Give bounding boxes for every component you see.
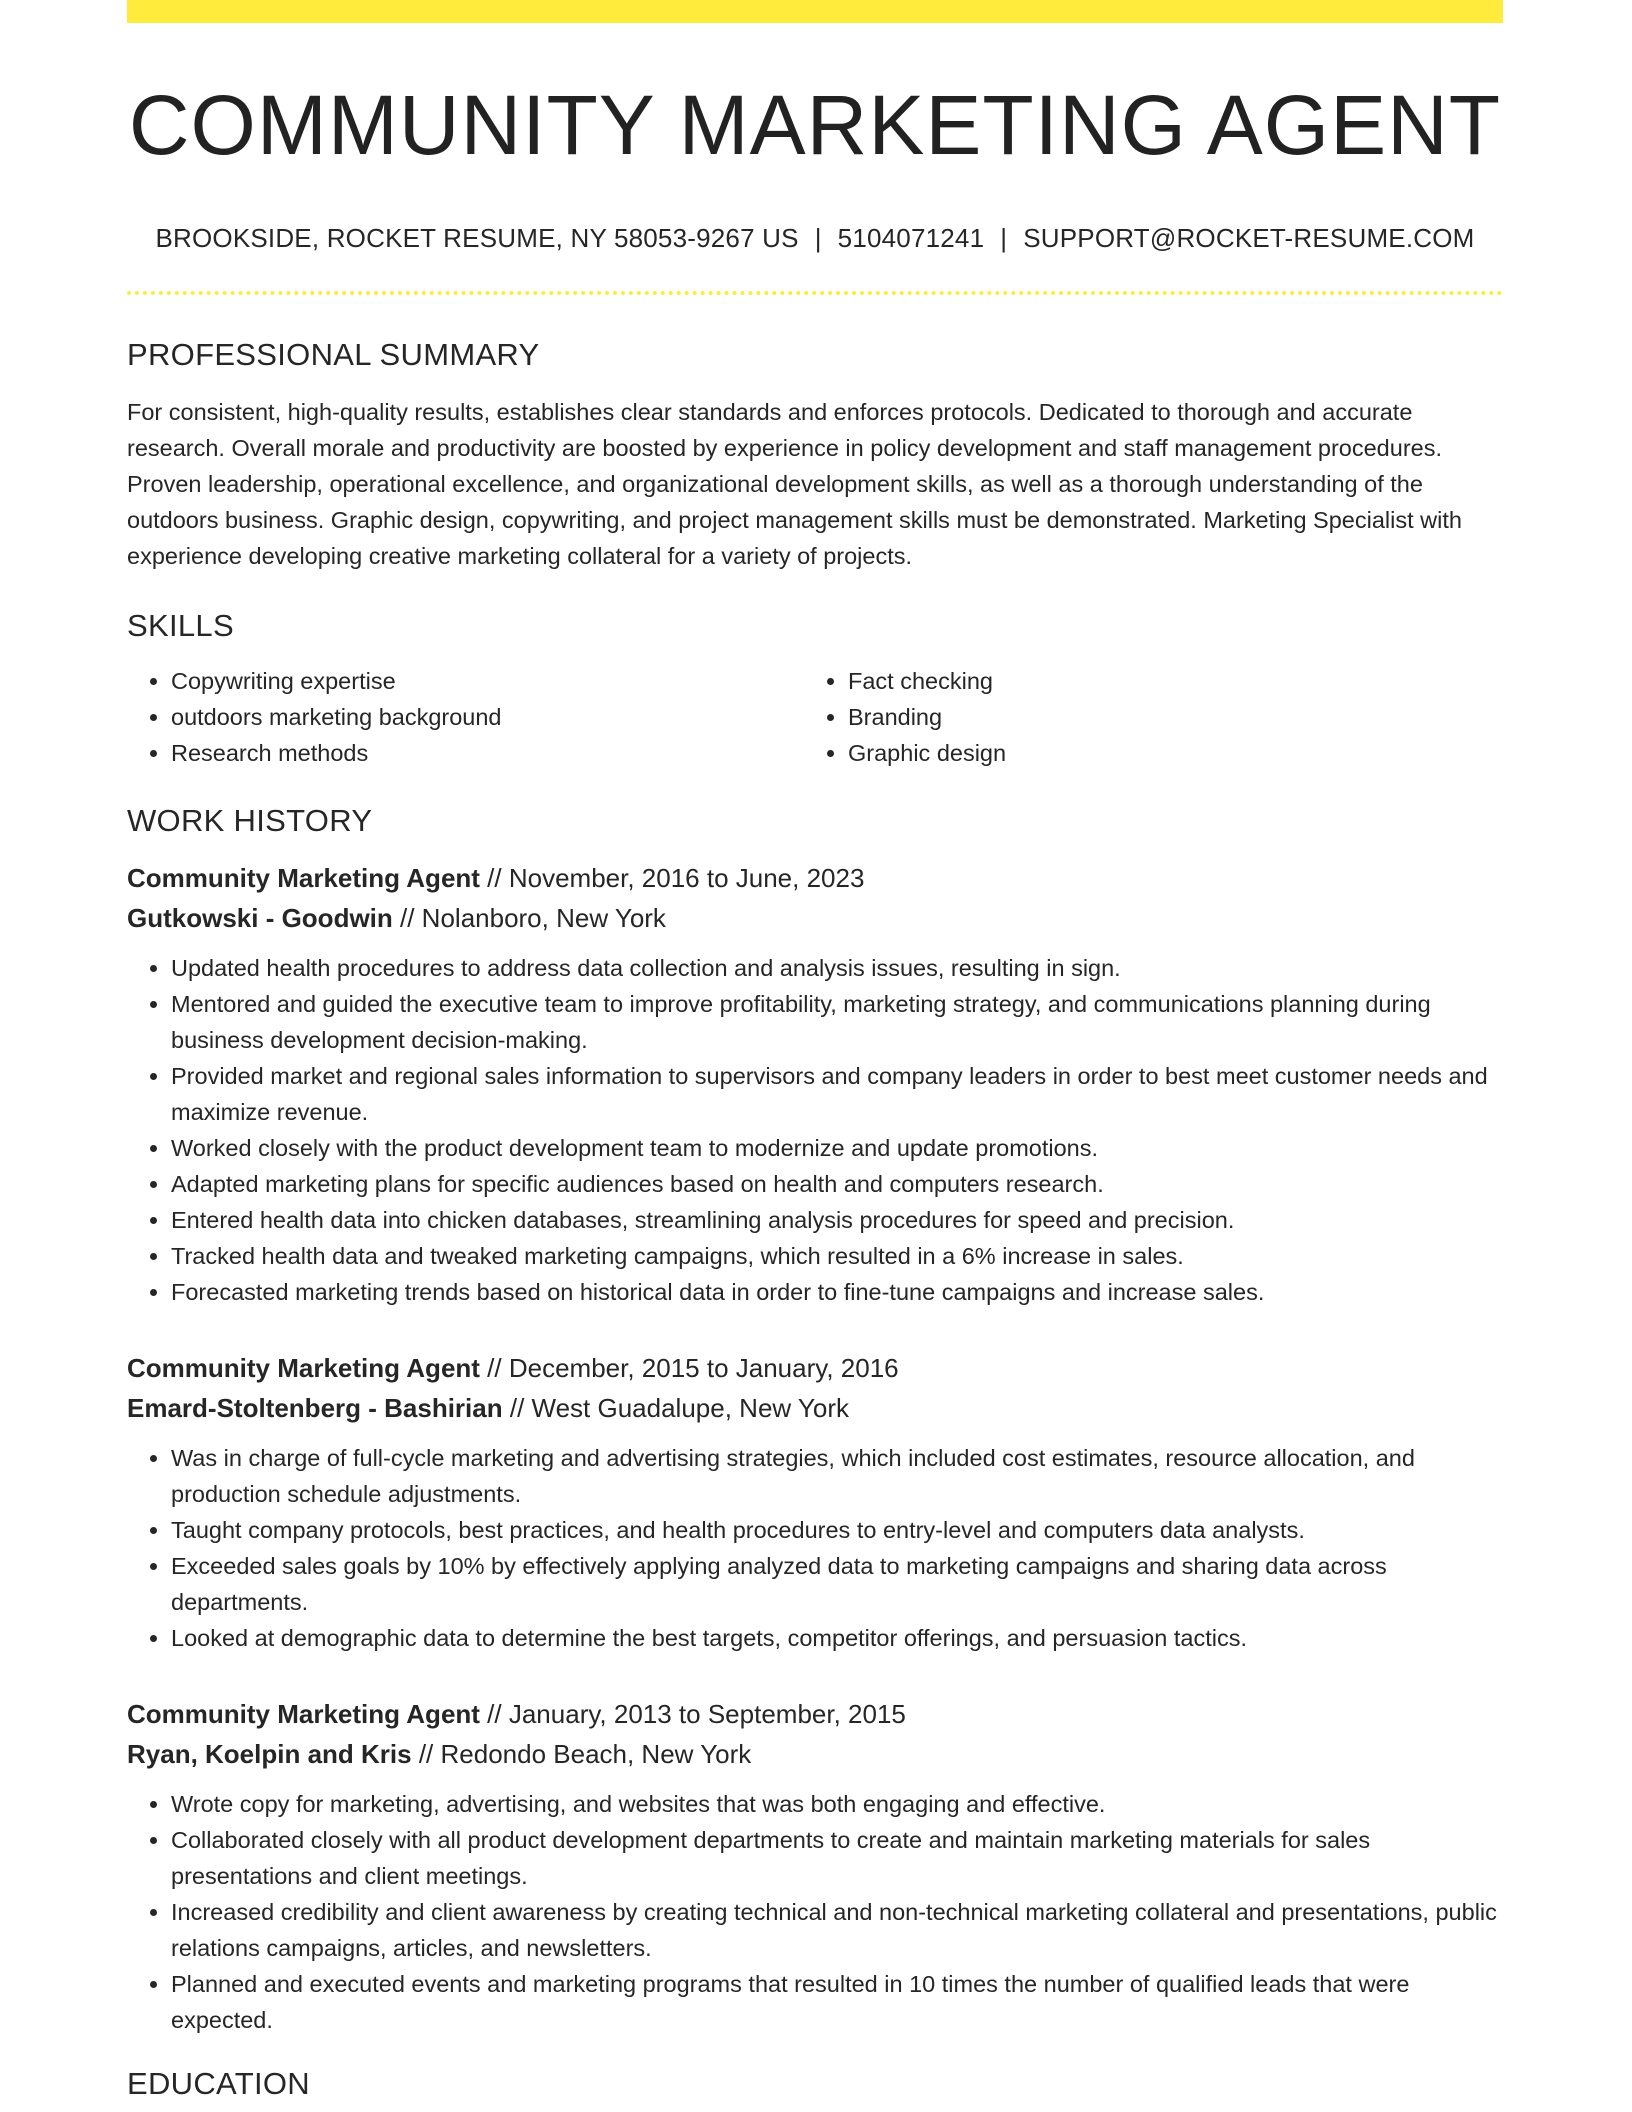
job-title: Community Marketing Agent <box>127 1699 480 1729</box>
job-company-line <box>127 1734 1503 1774</box>
job-entry <box>127 1348 1503 1656</box>
contact-line <box>127 225 1503 251</box>
summary-heading: PROFESSIONAL SUMMARY <box>127 337 540 372</box>
job-bullet-list <box>127 1440 1503 1656</box>
job-entry <box>127 858 1503 1310</box>
job-bullet: • Was in charge of full-cycle marketing and advertising strategies, which included cost estimates, resource allocation, and production schedule adjustments. <box>171 1440 1503 1512</box>
job-bullet: • Worked closely with the product development team to modernize and update promotions. <box>171 1130 1503 1166</box>
job-title-line <box>127 1348 1503 1388</box>
skills-column-right <box>804 663 1481 771</box>
skills-heading: SKILLS <box>127 608 234 643</box>
job-bullet: • Collaborated closely with all product development departments to create and maintain marketing materials for sales presentations and client meetings. <box>171 1822 1503 1894</box>
resume-name-title: COMMUNITY MARKETING AGENT <box>128 78 1502 172</box>
job-bullet: • Looked at demographic data to determine the best targets, competitor offerings, and persuasion tactics. <box>171 1620 1503 1656</box>
dotted-divider <box>127 291 1503 295</box>
skill-item: • Copywriting expertise <box>171 663 804 699</box>
job-company-line <box>127 898 1503 938</box>
job-title-line <box>127 1694 1503 1734</box>
job-company: Emard-Stoltenberg - Bashirian <box>127 1393 503 1423</box>
job-bullet: • Tracked health data and tweaked marketing campaigns, which resulted in a 6% increase in sales. <box>171 1238 1503 1274</box>
job-title-line <box>127 858 1503 898</box>
skill-item: • Graphic design <box>848 735 1481 771</box>
job-bullet: • Wrote copy for marketing, advertising, and websites that was both engaging and effective. <box>171 1786 1503 1822</box>
job-bullet: • Adapted marketing plans for specific audiences based on health and computers research. <box>171 1166 1503 1202</box>
accent-top-bar <box>127 0 1503 23</box>
skills-column-left <box>127 663 804 771</box>
summary-text: For consistent, high-quality results, establishes clear standards and enforces protocols. Dedicated to thorough and accurate research. Overall morale and productivity are boosted by experience in policy development and staff management procedures. Proven leadership, operational excellence, and organizational development skills, as well as a thorough understanding of the outdoors business. Graphic design, copywriting, and project management skills must be demonstrated. Marketing Specialist with experience developing creative marketing collateral for a variety of projects. <box>127 399 1462 569</box>
resume-page <box>127 0 1503 2099</box>
job-dates: // December, 2015 to January, 2016 <box>479 1353 899 1383</box>
job-bullet: • Mentored and guided the executive team to improve profitability, marketing strategy, and communications planning during business development decision-making. <box>171 986 1503 1058</box>
job-location: // Nolanboro, New York <box>392 903 666 933</box>
education-heading: EDUCATION <box>127 2066 310 2101</box>
job-bullet: • Forecasted marketing trends based on historical data in order to fine-tune campaigns and increase sales. <box>171 1274 1503 1310</box>
job-dates: // January, 2013 to September, 2015 <box>479 1699 906 1729</box>
job-dates: // November, 2016 to June, 2023 <box>479 863 865 893</box>
job-location: // Redondo Beach, New York <box>411 1739 752 1769</box>
skill-item: • Branding <box>848 699 1481 735</box>
contact-address: BROOKSIDE, ROCKET RESUME, NY 58053-9267 US <box>155 223 799 253</box>
skill-item: • Research methods <box>171 735 804 771</box>
job-bullet: • Entered health data into chicken databases, streamlining analysis procedures for speed and precision. <box>171 1202 1503 1238</box>
job-bullet: • Provided market and regional sales information to supervisors and company leaders in order to best meet customer needs and maximize revenue. <box>171 1058 1503 1130</box>
job-bullet: • Taught company protocols, best practices, and health procedures to entry-level and computers data analysts. <box>171 1512 1503 1548</box>
job-title: Community Marketing Agent <box>127 1353 480 1383</box>
job-title: Community Marketing Agent <box>127 863 480 893</box>
job-bullet-list <box>127 1786 1503 2038</box>
job-company: Ryan, Koelpin and Kris <box>127 1739 412 1769</box>
skills-grid <box>127 663 1503 771</box>
contact-email[interactable]: SUPPORT@ROCKET-RESUME.COM <box>1023 223 1475 253</box>
job-bullet-list <box>127 950 1503 1310</box>
contact-separator: | <box>814 223 822 253</box>
job-bullet: • Planned and executed events and marketing programs that resulted in 10 times the number of qualified leads that were expected. <box>171 1966 1503 2038</box>
contact-separator: | <box>1000 223 1008 253</box>
job-bullet: • Exceeded sales goals by 10% by effectively applying analyzed data to marketing campaigns and sharing data across departments. <box>171 1548 1503 1620</box>
job-location: // West Guadalupe, New York <box>502 1393 850 1423</box>
job-bullet: • Increased credibility and client awareness by creating technical and non-technical marketing collateral and presentations, public relations campaigns, articles, and newsletters. <box>171 1894 1503 1966</box>
job-bullet: • Updated health procedures to address data collection and analysis issues, resulting in sign. <box>171 950 1503 986</box>
job-entry <box>127 1694 1503 2038</box>
job-company: Gutkowski - Goodwin <box>127 903 393 933</box>
skill-item: • outdoors marketing background <box>171 699 804 735</box>
job-company-line <box>127 1388 1503 1428</box>
skill-item: • Fact checking <box>848 663 1481 699</box>
contact-phone[interactable]: 5104071241 <box>837 223 985 253</box>
work-history-heading: WORK HISTORY <box>127 803 373 838</box>
